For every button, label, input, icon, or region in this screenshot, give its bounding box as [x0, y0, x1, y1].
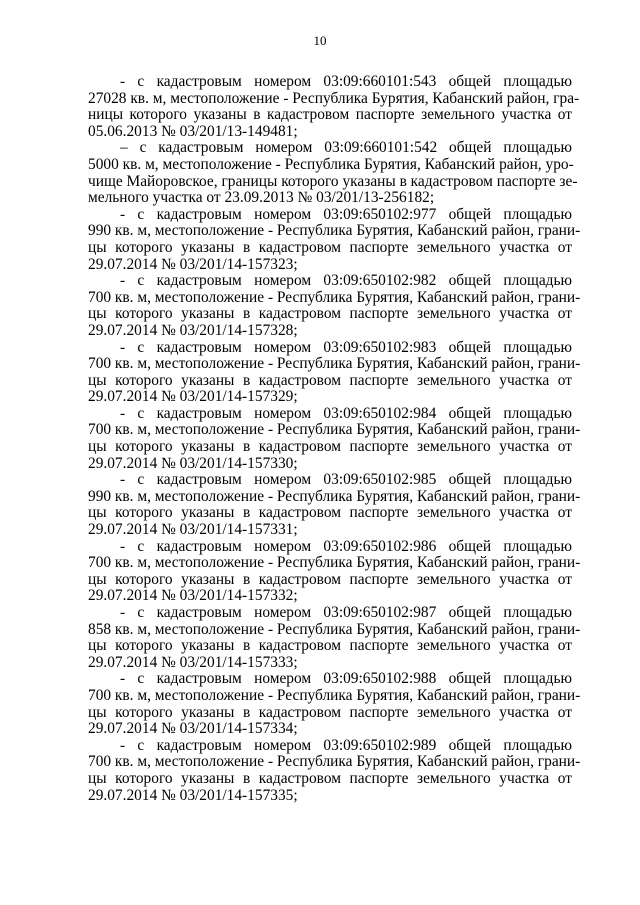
list-item	[88, 404, 581, 472]
text-line: - с кадастровым номером 03:09:650102:982 общей площадью	[120, 272, 572, 290]
text-line: цы которого указаны в кадастровом паспорте земельного участка от	[88, 305, 572, 323]
text-line: 05.06.2013 № 03/201/13-149481;	[88, 122, 298, 140]
text-line: - с кадастровым номером 03:09:650102:989 общей площадью	[120, 736, 572, 754]
text-line: 5000 кв. м, местоположение - Республика Бурятия, Кабанский район, уро-	[88, 155, 574, 173]
text-line: 990 кв. м, местоположение - Республика Бурятия, Кабанский район, грани-	[88, 222, 581, 240]
text-line: 29.07.2014 № 03/201/14-157331;	[88, 521, 298, 539]
text-line: 29.07.2014 № 03/201/14-157330;	[88, 454, 298, 472]
text-line: цы которого указаны в кадастровом паспорте земельного участка от	[88, 703, 572, 721]
text-line: - с кадастровым номером 03:09:650102:977 общей площадью	[120, 205, 572, 223]
text-line: - с кадастровым номером 03:09:650102:983 общей площадью	[120, 338, 572, 356]
text-line: - с кадастровым номером 03:09:650102:988 общей площадью	[120, 670, 572, 688]
text-line: 700 кв. м, местоположение - Республика Бурятия, Кабанский район, грани-	[88, 355, 581, 373]
text-line: 29.07.2014 № 03/201/14-157335;	[88, 786, 298, 804]
list-item	[88, 73, 580, 140]
page-number: 10	[313, 33, 327, 48]
text-line: мельного участка от 23.09.2013 № 03/201/13-256182;	[88, 189, 435, 207]
text-line: 700 кв. м, местоположение - Республика Бурятия, Кабанский район, грани-	[88, 554, 581, 572]
text-line: - с кадастровым номером 03:09:660101:543 общей площадью	[120, 73, 572, 90]
list-item	[88, 537, 581, 605]
list-item	[88, 670, 581, 738]
text-line: цы которого указаны в кадастровом паспорте земельного участка от	[88, 570, 572, 588]
text-line: цы которого указаны в кадастровом паспорте земельного участка от	[88, 637, 572, 655]
text-line: 700 кв. м, местоположение - Республика Бурятия, Кабанский район, грани-	[88, 421, 581, 439]
list-item	[88, 604, 581, 671]
list-item	[88, 139, 578, 207]
text-line: 990 кв. м, местоположение - Республика Бурятия, Кабанский район, грани-	[88, 487, 581, 505]
list-item	[88, 736, 581, 804]
text-line: 700 кв. м, местоположение - Республика Бурятия, Кабанский район, грани-	[88, 288, 581, 306]
text-line: чище Майоровское, границы которого указаны в кадастровом паспорте зе-	[88, 172, 578, 190]
text-line: цы которого указаны в кадастровом паспорте земельного участка от	[88, 769, 572, 787]
text-line: 27028 кв. м, местоположение - Республика Бурятия, Кабанский район, гра-	[88, 89, 580, 107]
text-line: 700 кв. м, местоположение - Республика Бурятия, Кабанский район, грани-	[88, 686, 581, 704]
text-line: цы которого указаны в кадастровом паспорте земельного участка от	[88, 371, 572, 389]
text-line: 858 кв. м, местоположение - Республика Бурятия, Кабанский район, грани-	[88, 620, 581, 638]
list-item	[88, 471, 581, 539]
text-line: 29.07.2014 № 03/201/14-157332;	[88, 587, 298, 605]
list-item	[88, 205, 581, 273]
text-line: 29.07.2014 № 03/201/14-157329;	[88, 388, 298, 406]
document-body	[88, 73, 581, 804]
text-line: - с кадастровым номером 03:09:650102:985 общей площадью	[120, 471, 572, 489]
text-line: - с кадастровым номером 03:09:650102:984 общей площадью	[120, 404, 572, 422]
text-line: – с кадастровым номером 03:09:660101:542 общей площадью	[120, 139, 572, 157]
text-line: цы которого указаны в кадастровом паспорте земельного участка от	[88, 438, 572, 456]
text-line: 29.07.2014 № 03/201/14-157323;	[88, 255, 298, 273]
text-line: 700 кв. м, местоположение - Республика Бурятия, Кабанский район, грани-	[88, 753, 581, 771]
text-line: ницы которого указаны в кадастровом паспорте земельного участка от	[88, 106, 572, 124]
list-item	[88, 272, 581, 339]
text-line: цы которого указаны в кадастровом паспорте земельного участка от	[88, 238, 572, 256]
text-line: - с кадастровым номером 03:09:650102:986 общей площадью	[120, 537, 572, 555]
text-line: 29.07.2014 № 03/201/14-157328;	[88, 321, 298, 339]
text-line: цы которого указаны в кадастровом паспорте земельного участка от	[88, 504, 572, 522]
list-item	[88, 338, 581, 406]
text-line: 29.07.2014 № 03/201/14-157334;	[88, 720, 298, 738]
text-line: - с кадастровым номером 03:09:650102:987 общей площадью	[120, 604, 572, 621]
text-line: 29.07.2014 № 03/201/14-157333;	[88, 653, 298, 671]
